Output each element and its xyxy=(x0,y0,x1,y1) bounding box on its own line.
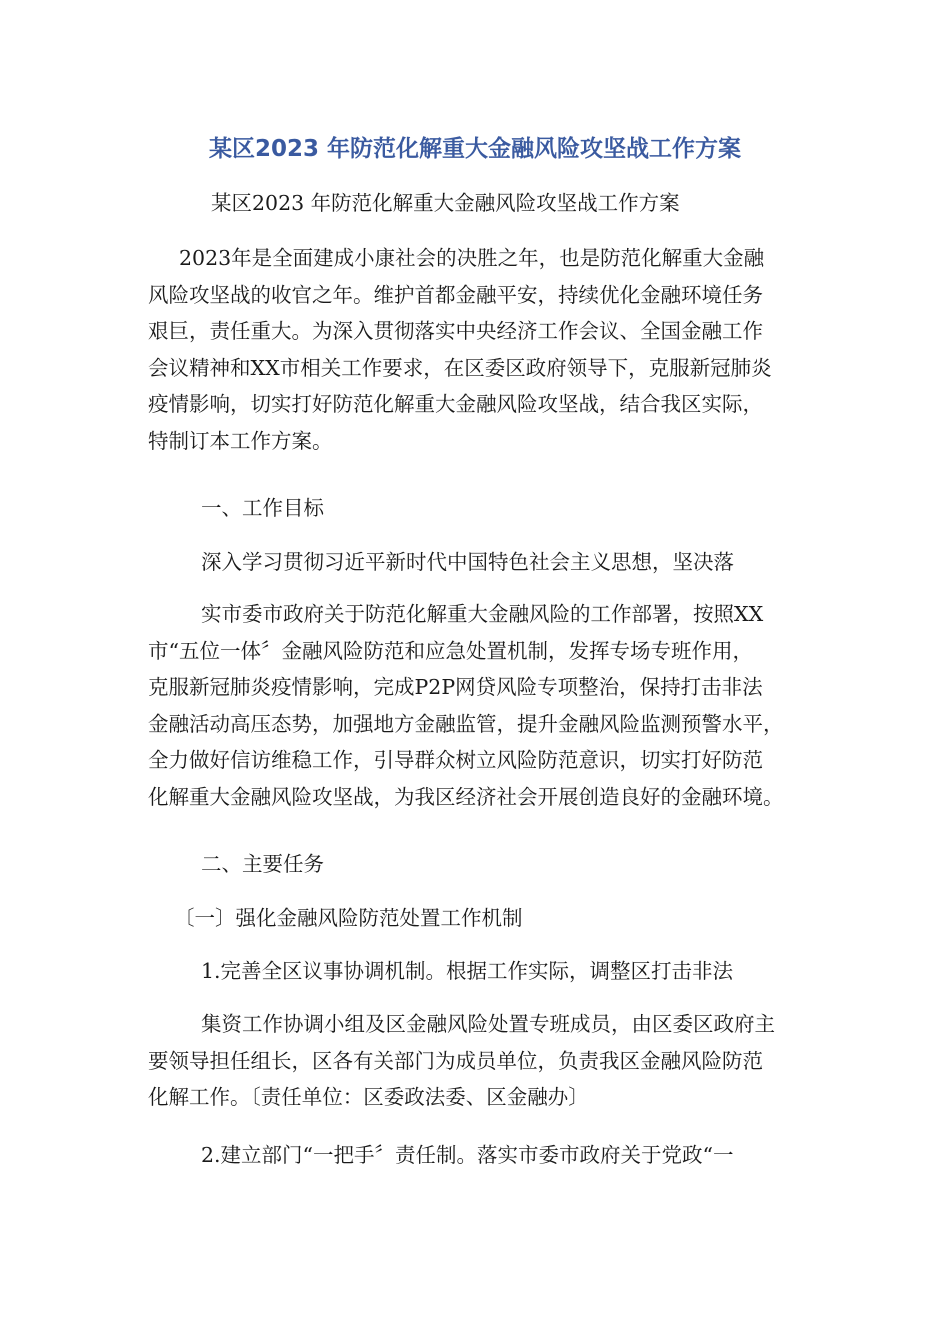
goal-line: 实市委市政府关于防范化解重大金融风险的工作部署，按照XX xyxy=(201,602,764,626)
intro-line: 特制订本工作方案。 xyxy=(148,428,333,453)
document-title: 某区2023 年防范化解重大金融风险攻坚战工作方案 xyxy=(208,136,742,162)
goal-line: 克服新冠肺炎疫情影响，完成P2P网贷风险专项整治，保持打击非法 xyxy=(148,675,763,700)
item1-line: 化解工作。〔责任单位：区委政法委、区金融办〕 xyxy=(148,1085,589,1110)
goal-line: 全力做好信访维稳工作，引导群众树立风险防范意识，切实打好防范 xyxy=(148,748,763,773)
item1-first-line: 1.完善全区议事协调机制。根据工作实际，调整区打击非法 xyxy=(201,959,734,983)
intro-paragraph xyxy=(148,240,808,460)
goal-line: 市“五位一体〞金融风险防范和应急处置机制，发挥专场专班作用， xyxy=(148,638,753,663)
section-heading-goals: 一、工作目标 xyxy=(201,496,324,520)
item1-paragraph xyxy=(148,1006,808,1116)
item1-line: 集资工作协调小组及区金融风险处置专班成员，由区委区政府主 xyxy=(201,1012,775,1036)
subsection-heading-mechanism: 〔一〕强化金融风险防范处置工作机制 xyxy=(174,906,523,930)
item2-first-line: 2.建立部门“一把手〞责任制。落实市委市政府关于党政“一 xyxy=(201,1143,734,1167)
item1-line: 要领导担任组长，区各有关部门为成员单位，负责我区金融风险防范 xyxy=(148,1048,763,1073)
section-heading-tasks: 二、主要任务 xyxy=(201,852,324,876)
document-subtitle: 某区2023 年防范化解重大金融风险攻坚战工作方案 xyxy=(211,191,680,215)
intro-line: 艰巨，责任重大。为深入贯彻落实中央经济工作会议、全国金融工作 xyxy=(148,319,763,344)
intro-line: 2023年是全面建成小康社会的决胜之年，也是防范化解重大金融 xyxy=(179,246,765,270)
intro-line: 疫情影响，切实打好防范化解重大金融风险攻坚战，结合我区实际， xyxy=(148,392,763,417)
intro-line: 会议精神和XX市相关工作要求，在区委区政府领导下，克服新冠肺炎 xyxy=(148,355,772,380)
goal-line: 化解重大金融风险攻坚战，为我区经济社会开展创造良好的金融环境。 xyxy=(148,784,784,809)
goal-line: 金融活动高压态势，加强地方金融监管，提升金融风险监测预警水平， xyxy=(148,711,784,736)
intro-line: 风险攻坚战的收官之年。维护首都金融平安，持续优化金融环境任务 xyxy=(148,282,763,307)
goal-paragraph-first-line: 深入学习贯彻习近平新时代中国特色社会主义思想，坚决落 xyxy=(201,550,734,574)
goal-paragraph xyxy=(148,596,808,816)
